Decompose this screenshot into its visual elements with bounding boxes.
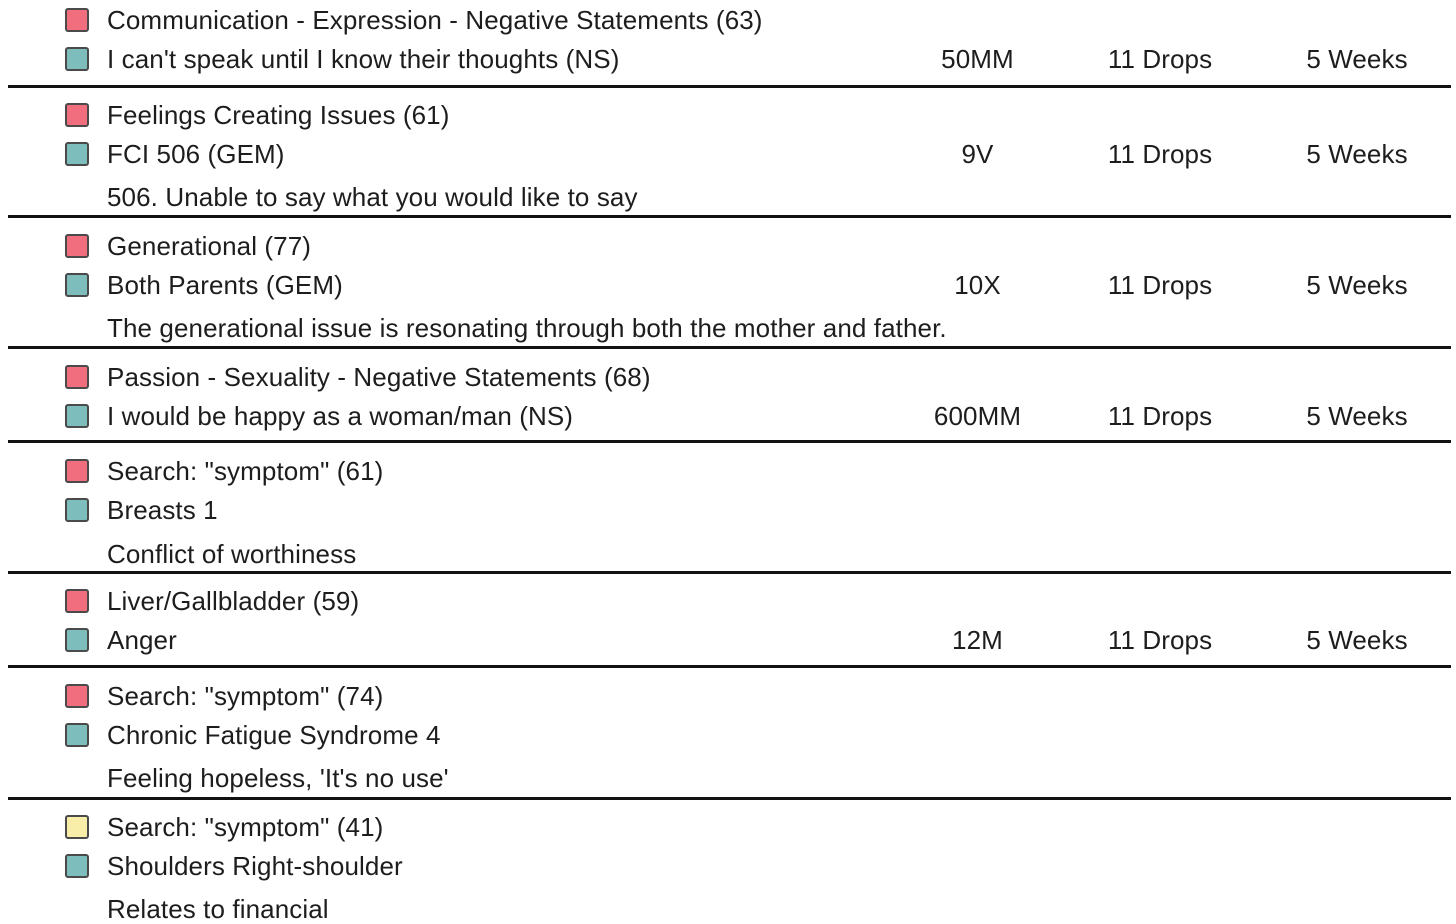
row-divider: [8, 85, 1451, 88]
category-label: Search: "symptom" (74): [107, 681, 384, 711]
item-label: I can't speak until I know their thoughts (NS): [107, 44, 620, 74]
teal-square-icon: [65, 723, 89, 747]
red-square-icon: [65, 589, 89, 613]
item-label: Breasts 1: [107, 495, 218, 525]
category-label: Passion - Sexuality - Negative Statements (68): [107, 362, 651, 392]
item-label: Both Parents (GEM): [107, 270, 343, 300]
red-square-icon: [65, 365, 89, 389]
row-divider: [8, 440, 1451, 443]
drops-value: 11 Drops: [1107, 270, 1213, 300]
red-square-icon: [65, 234, 89, 258]
weeks-value: 5 Weeks: [1306, 270, 1408, 300]
note-text: Conflict of worthiness: [107, 539, 357, 569]
teal-square-icon: [65, 628, 89, 652]
item-label: Chronic Fatigue Syndrome 4: [107, 720, 441, 750]
teal-square-icon: [65, 404, 89, 428]
item-label: I would be happy as a woman/man (NS): [107, 401, 574, 431]
note-text: 506. Unable to say what you would like to say: [107, 182, 638, 212]
note-text: The generational issue is resonating through both the mother and father.: [107, 313, 947, 343]
weeks-value: 5 Weeks: [1306, 44, 1408, 74]
weeks-value: 5 Weeks: [1306, 139, 1408, 169]
item-label: Anger: [107, 625, 177, 655]
category-label: Liver/Gallbladder (59): [107, 586, 360, 616]
red-square-icon: [65, 8, 89, 32]
teal-square-icon: [65, 47, 89, 71]
teal-square-icon: [65, 273, 89, 297]
item-label: Shoulders Right-shoulder: [107, 851, 403, 881]
category-label: Generational (77): [107, 231, 312, 261]
teal-square-icon: [65, 498, 89, 522]
category-label: Feelings Creating Issues (61): [107, 100, 450, 130]
red-square-icon: [65, 459, 89, 483]
category-label: Communication - Expression - Negative Statements (63): [107, 5, 763, 35]
row-divider: [8, 346, 1451, 349]
category-label: Search: "symptom" (41): [107, 812, 384, 842]
dose-value: 10X: [954, 270, 1001, 300]
teal-square-icon: [65, 854, 89, 878]
row-divider: [8, 665, 1451, 668]
drops-value: 11 Drops: [1107, 401, 1213, 431]
category-label: Search: "symptom" (61): [107, 456, 384, 486]
row-divider: [8, 571, 1451, 574]
teal-square-icon: [65, 142, 89, 166]
dose-value: 9V: [961, 139, 994, 169]
yellow-square-icon: [65, 815, 89, 839]
red-square-icon: [65, 684, 89, 708]
dose-value: 600MM: [933, 401, 1022, 431]
row-divider: [8, 215, 1451, 218]
dose-value: 12M: [952, 625, 1003, 655]
note-text: Feeling hopeless, 'It's no use': [107, 763, 449, 793]
note-text: Relates to financial: [107, 894, 329, 924]
red-square-icon: [65, 103, 89, 127]
item-label: FCI 506 (GEM): [107, 139, 285, 169]
drops-value: 11 Drops: [1107, 625, 1213, 655]
drops-value: 11 Drops: [1107, 44, 1213, 74]
drops-value: 11 Drops: [1107, 139, 1213, 169]
row-divider: [8, 797, 1451, 800]
weeks-value: 5 Weeks: [1306, 625, 1408, 655]
dose-value: 50MM: [941, 44, 1014, 74]
weeks-value: 5 Weeks: [1306, 401, 1408, 431]
